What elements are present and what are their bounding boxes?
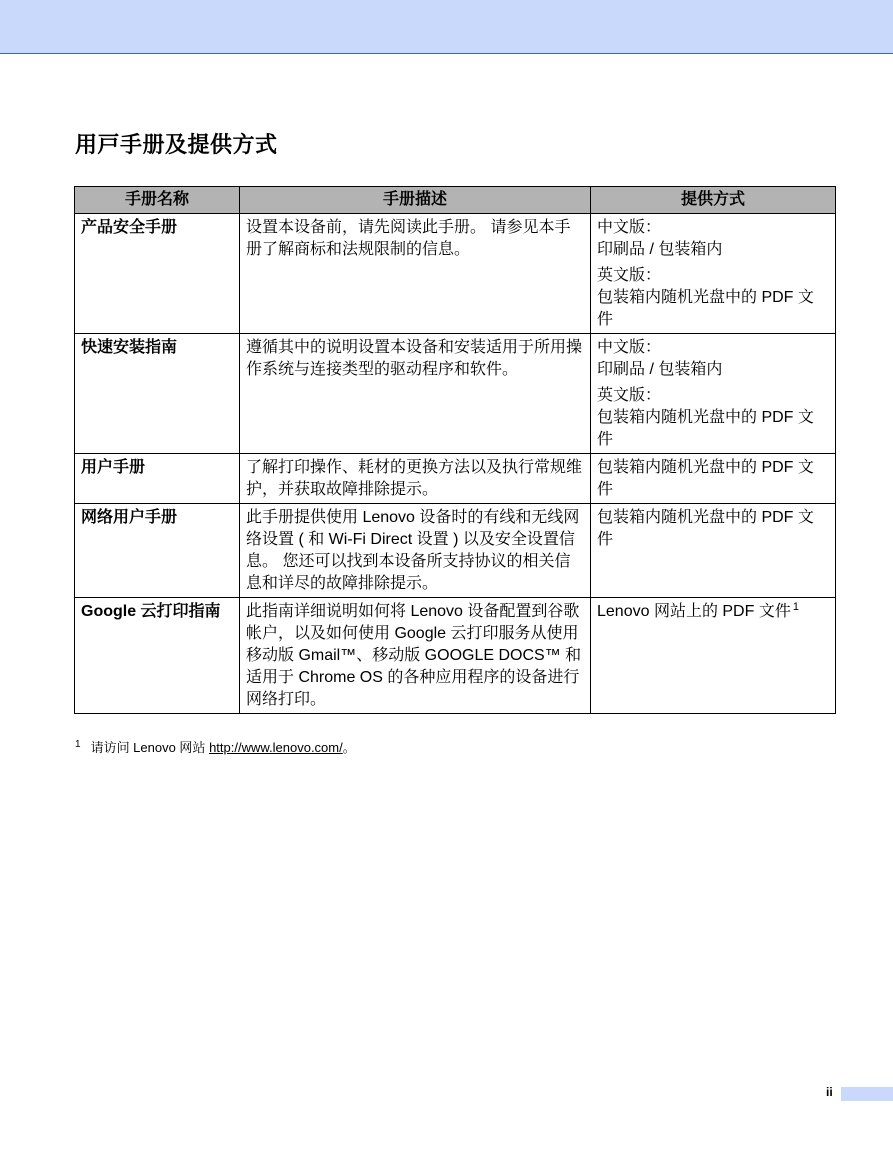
manual-name-cell: 网络用户手册 <box>75 504 240 598</box>
column-header-name: 手册名称 <box>75 187 240 214</box>
table-header-row <box>75 187 836 214</box>
availability-entry: 包装箱内随机光盘中的 PDF 文件 <box>597 459 814 498</box>
column-header-description: 手册描述 <box>240 187 591 214</box>
manual-availability-cell <box>591 334 836 454</box>
table-row <box>75 214 836 334</box>
manual-description-cell: 此指南详细说明如何将 Lenovo 设备配置到谷歌帐户，以及如何使用 Google 云打印服务从使用移动版 Gmail™、移动版 GOOGLE DOCS™ 和适用于 Chrome OS 的各种应用程序的设备进行网络打印。 <box>240 598 591 714</box>
table-row <box>75 334 836 454</box>
manual-description-cell: 设置本设备前，请先阅读此手册。 请参见本手册了解商标和法规限制的信息。 <box>240 214 591 334</box>
column-header-availability: 提供方式 <box>591 187 836 214</box>
availability-entry: Lenovo 网站上的 PDF 文件 $^1$ <box>597 601 799 620</box>
manual-description-cell: 了解打印操作、耗材的更换方法以及执行常规维护，并获取故障排除提示。 <box>240 454 591 504</box>
table-row <box>75 454 836 504</box>
footnote <box>75 736 356 757</box>
manuals-table <box>74 186 836 714</box>
header-band <box>0 0 893 54</box>
manual-availability-cell <box>591 214 836 334</box>
page-tab-marker <box>841 1087 893 1101</box>
manual-availability-cell <box>591 504 836 598</box>
manual-name-cell: Google 云打印指南 <box>75 598 240 714</box>
footnote-suffix: 。 <box>342 740 356 755</box>
page-number: ii <box>826 1085 833 1099</box>
footnote-reference: 1 <box>792 601 799 613</box>
manual-name-cell: 用户手册 <box>75 454 240 504</box>
manual-description-cell: 遵循其中的说明设置本设备和安装适用于所用操作系统与连接类型的驱动程序和软件。 <box>240 334 591 454</box>
manual-availability-cell <box>591 598 836 714</box>
manual-description-cell: 此手册提供使用 Lenovo 设备时的有线和无线网络设置 ( 和 Wi-Fi Direct 设置 ) 以及安全设置信息。 您还可以找到本设备所支持协议的相关信息和详尽的故障排除提示。 <box>240 504 591 598</box>
availability-entry: 英文版： 包装箱内随机光盘中的 PDF 文件 <box>597 267 814 328</box>
manual-availability-cell <box>591 454 836 504</box>
footnote-text: 请访问 Lenovo 网站 <box>90 740 210 755</box>
table-row <box>75 598 836 714</box>
lenovo-website-link[interactable]: http://www.lenovo.com/ <box>209 740 343 755</box>
footnote-mark: 1 <box>75 739 81 750</box>
page-title: 用戸手册及提供方式 <box>75 132 278 157</box>
table-row <box>75 504 836 598</box>
manual-name-cell: 产品安全手册 <box>75 214 240 334</box>
availability-entry: 中文版： 印刷品 / 包装箱内 <box>597 219 723 258</box>
manual-name-cell: 快速安装指南 <box>75 334 240 454</box>
availability-entry: 中文版： 印刷品 / 包装箱内 <box>597 339 723 378</box>
table-body <box>75 214 836 714</box>
availability-entry: 包装箱内随机光盘中的 PDF 文件 <box>597 509 814 548</box>
availability-entry: 英文版： 包装箱内随机光盘中的 PDF 文件 <box>597 387 814 448</box>
